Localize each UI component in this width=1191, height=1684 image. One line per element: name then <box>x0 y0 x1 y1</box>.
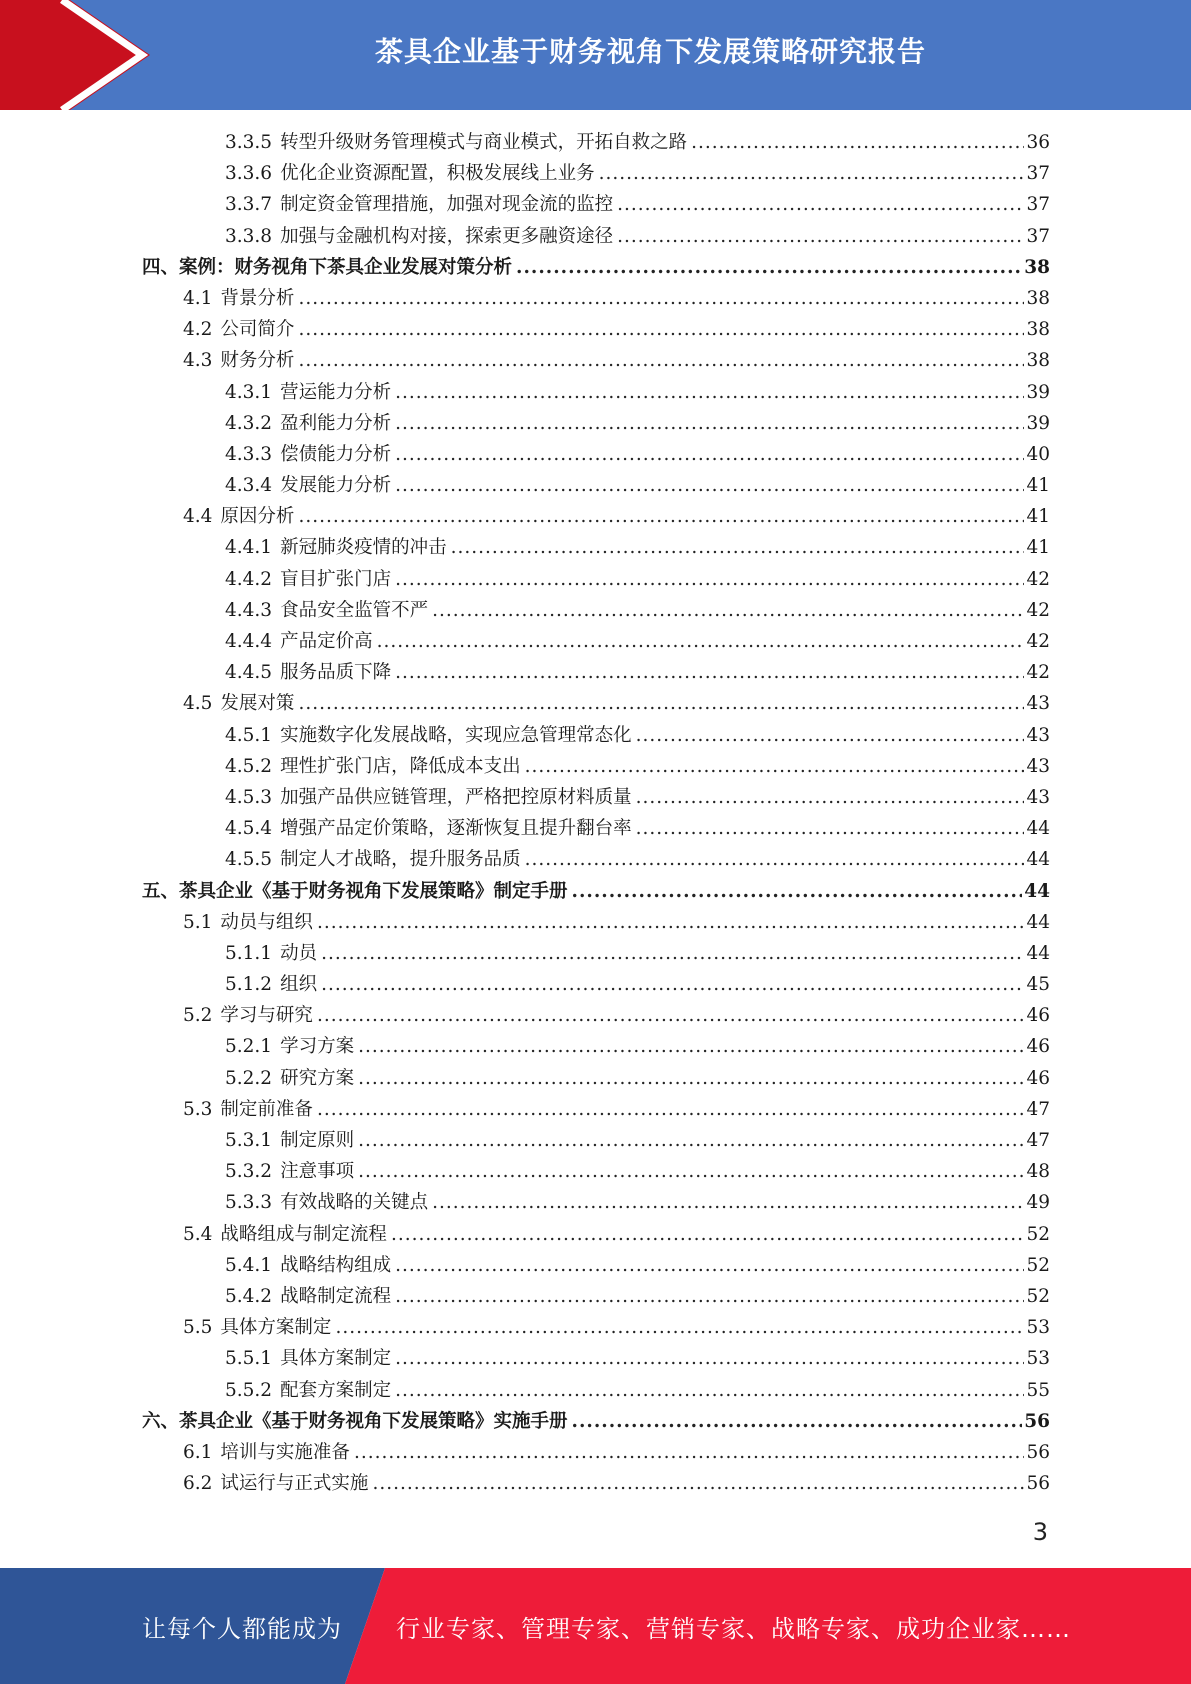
toc-entry[interactable] <box>140 782 1050 813</box>
toc-entry-title: 发展对策 <box>220 693 295 715</box>
toc-entry-title: 财务分析 <box>220 350 295 372</box>
toc-entry-title: 盲目扩张门店 <box>280 568 392 590</box>
toc-dot-leader <box>298 501 1024 532</box>
toc-entry-page: 44 <box>1024 880 1050 902</box>
toc-entry-page: 56 <box>1024 1410 1050 1432</box>
toc-entry-number: 5.1.2 <box>225 974 273 996</box>
toc-entry-title: 产品定价高 <box>280 631 373 652</box>
toc-entry-page: 37 <box>1026 163 1050 185</box>
toc-entry[interactable] <box>140 314 1050 345</box>
toc-entry-number: 5.4.1 <box>225 1254 273 1276</box>
toc-entry[interactable] <box>140 1250 1050 1281</box>
toc-dot-leader <box>298 688 1024 719</box>
toc-entry-title: 具体方案制定 <box>220 1317 332 1339</box>
toc-entry-number: 3.3.5 <box>225 132 273 153</box>
toc-dot-leader <box>525 844 1025 875</box>
toc-dot-leader <box>572 876 1023 907</box>
toc-entry[interactable] <box>140 657 1050 688</box>
toc-entry[interactable] <box>140 688 1050 719</box>
toc-entry-page: 41 <box>1026 475 1050 497</box>
toc-entry-number: 4.5.3 <box>225 786 273 808</box>
toc-entry-number: 5.5.2 <box>225 1379 273 1401</box>
toc-entry-title: 制定前准备 <box>220 1098 313 1120</box>
toc-entry-number: 4.3.3 <box>225 443 273 465</box>
toc-dot-leader <box>525 751 1025 782</box>
toc-dot-leader <box>377 626 1025 657</box>
toc-dot-leader <box>432 595 1024 626</box>
toc-entry-page: 44 <box>1026 818 1050 840</box>
toc-entry-number: 5.5 <box>183 1317 213 1339</box>
toc-dot-leader <box>395 377 1024 408</box>
toc-entry-title: 战略制定流程 <box>280 1285 392 1307</box>
toc-entry-page: 47 <box>1026 1098 1050 1120</box>
toc-entry-number: 5.3.1 <box>225 1130 273 1151</box>
toc-dot-leader <box>358 1125 1024 1156</box>
toc-entry-title: 优化企业资源配置，积极发展线上业务 <box>280 163 595 185</box>
toc-entry-title: 转型升级财务管理模式与商业模式，开拓自救之路 <box>280 132 688 153</box>
toc-entry[interactable] <box>140 751 1050 782</box>
footer-slogan: 让每个人都能成为 <box>142 1614 342 1643</box>
toc-entry-number: 4.4.2 <box>225 568 273 590</box>
toc-dot-leader <box>321 938 1024 969</box>
toc-entry-number: 4.5 <box>183 693 213 715</box>
toc-entry[interactable] <box>140 626 1050 657</box>
toc-dot-leader <box>395 564 1024 595</box>
toc-entry-page: 36 <box>1026 132 1050 153</box>
toc-entry[interactable] <box>140 470 1050 501</box>
toc-entry[interactable] <box>140 1187 1050 1218</box>
table-of-contents <box>140 127 1050 1499</box>
toc-dot-leader <box>395 439 1024 470</box>
toc-entry[interactable] <box>140 720 1050 751</box>
toc-entry[interactable] <box>140 1063 1050 1094</box>
toc-entry-page: 52 <box>1026 1254 1050 1276</box>
toc-entry[interactable] <box>140 1000 1050 1031</box>
toc-entry[interactable] <box>140 1156 1050 1187</box>
toc-entry[interactable] <box>140 439 1050 470</box>
toc-dot-leader <box>617 221 1024 252</box>
toc-entry-title: 食品安全监管不严 <box>280 599 429 621</box>
toc-entry-number: 5.5.1 <box>225 1348 273 1370</box>
toc-entry[interactable] <box>140 158 1050 189</box>
toc-entry-title: 偿债能力分析 <box>280 443 392 465</box>
toc-dot-leader <box>572 1406 1023 1437</box>
toc-entry-number: 6.1 <box>183 1441 213 1463</box>
toc-entry[interactable] <box>140 1312 1050 1343</box>
toc-entry-number: 4.5.2 <box>225 755 273 777</box>
toc-entry-number: 5.2.2 <box>225 1067 273 1089</box>
toc-entry-page: 38 <box>1026 319 1050 341</box>
toc-entry-title: 理性扩张门店，降低成本支出 <box>280 755 521 777</box>
toc-entry-page: 45 <box>1026 974 1050 996</box>
toc-entry-title: 实施数字化发展战略，实现应急管理常态化 <box>280 724 632 746</box>
toc-entry[interactable] <box>140 1031 1050 1062</box>
toc-entry[interactable] <box>140 252 1050 283</box>
toc-entry[interactable] <box>140 189 1050 220</box>
toc-entry-title: 五、茶具企业《基于财务视角下发展策略》制定手册 <box>142 880 568 902</box>
toc-entry-page: 44 <box>1026 911 1050 933</box>
toc-entry[interactable] <box>140 127 1050 158</box>
toc-entry[interactable] <box>140 377 1050 408</box>
toc-dot-leader <box>617 189 1024 220</box>
toc-entry-page: 47 <box>1026 1130 1050 1151</box>
toc-entry-page: 49 <box>1026 1192 1050 1214</box>
toc-dot-leader <box>317 1000 1025 1031</box>
toc-entry[interactable] <box>140 1406 1050 1437</box>
toc-entry-title: 制定资金管理措施，加强对现金流的监控 <box>280 194 614 216</box>
toc-entry-title: 注意事项 <box>280 1161 355 1183</box>
toc-entry-page: 46 <box>1026 1036 1050 1058</box>
toc-entry-title: 学习方案 <box>280 1036 355 1058</box>
toc-entry-title: 学习与研究 <box>220 1005 313 1027</box>
toc-entry-page: 41 <box>1026 506 1050 528</box>
toc-dot-leader <box>358 1031 1024 1062</box>
toc-entry-number: 4.5.1 <box>225 724 273 746</box>
toc-entry-title: 新冠肺炎疫情的冲击 <box>280 537 447 559</box>
toc-entry-number: 4.3.2 <box>225 412 273 434</box>
toc-entry[interactable] <box>140 501 1050 532</box>
toc-entry-title: 研究方案 <box>280 1067 355 1089</box>
toc-entry-title: 具体方案制定 <box>280 1348 392 1370</box>
toc-entry[interactable] <box>140 813 1050 844</box>
toc-entry-title: 原因分析 <box>220 506 295 528</box>
toc-entry[interactable] <box>140 1219 1050 1250</box>
toc-entry-title: 制定人才战略，提升服务品质 <box>280 849 521 871</box>
toc-entry-number: 6.2 <box>183 1473 213 1495</box>
toc-entry-page: 43 <box>1026 786 1050 808</box>
toc-entry-page: 37 <box>1026 225 1050 247</box>
toc-entry[interactable] <box>140 221 1050 252</box>
toc-entry-number: 5.4.2 <box>225 1285 273 1307</box>
toc-entry[interactable] <box>140 345 1050 376</box>
toc-entry-number: 4.4.3 <box>225 599 273 621</box>
toc-entry-page: 39 <box>1026 381 1050 403</box>
toc-entry-page: 53 <box>1026 1317 1050 1339</box>
toc-entry-title: 培训与实施准备 <box>220 1441 350 1463</box>
toc-entry-title: 组织 <box>280 974 318 996</box>
toc-entry-number: 4.4.1 <box>225 537 273 559</box>
header-chevron-icon <box>0 0 150 110</box>
toc-entry-number: 4.3.4 <box>225 475 273 497</box>
toc-dot-leader <box>599 158 1025 189</box>
toc-entry[interactable] <box>140 564 1050 595</box>
toc-entry-number: 4.5.4 <box>225 818 273 840</box>
toc-entry[interactable] <box>140 844 1050 875</box>
toc-entry-title: 四、案例：财务视角下茶具企业发展对策分析 <box>142 256 513 278</box>
toc-entry-page: 39 <box>1026 412 1050 434</box>
toc-dot-leader <box>636 813 1025 844</box>
toc-entry-number: 5.3.3 <box>225 1192 273 1214</box>
toc-entry-number: 4.2 <box>183 319 213 341</box>
toc-entry-page: 56 <box>1026 1473 1050 1495</box>
toc-entry[interactable] <box>140 283 1050 314</box>
toc-entry-number: 4.4.4 <box>225 631 273 652</box>
toc-entry-page: 43 <box>1026 755 1050 777</box>
toc-entry-page: 53 <box>1026 1348 1050 1370</box>
toc-entry-number: 4.1 <box>183 287 213 309</box>
toc-entry-page: 38 <box>1026 350 1050 372</box>
toc-entry-page: 42 <box>1026 599 1050 621</box>
toc-entry-number: 3.3.7 <box>225 194 273 216</box>
toc-dot-leader <box>298 283 1024 314</box>
toc-entry[interactable] <box>140 1375 1050 1406</box>
toc-entry-page: 52 <box>1026 1223 1050 1245</box>
toc-entry-number: 5.1 <box>183 911 213 933</box>
toc-dot-leader <box>298 314 1024 345</box>
toc-dot-leader <box>636 782 1025 813</box>
toc-entry-page: 55 <box>1026 1379 1050 1401</box>
toc-entry-page: 46 <box>1026 1067 1050 1089</box>
toc-dot-leader <box>395 1343 1024 1374</box>
toc-entry-number: 4.5.5 <box>225 849 273 871</box>
toc-entry[interactable] <box>140 408 1050 439</box>
toc-dot-leader <box>691 127 1024 158</box>
toc-entry-page: 42 <box>1026 631 1050 652</box>
toc-dot-leader <box>317 1094 1025 1125</box>
toc-entry-number: 5.3.2 <box>225 1161 273 1183</box>
toc-entry-page: 42 <box>1026 662 1050 684</box>
toc-entry-number: 4.4 <box>183 506 213 528</box>
toc-entry-number: 5.2 <box>183 1005 213 1027</box>
toc-dot-leader <box>298 345 1024 376</box>
toc-entry-title: 发展能力分析 <box>280 475 392 497</box>
document-title: 茶具企业基于财务视角下发展策略研究报告 <box>374 35 926 68</box>
toc-entry-number: 5.1.1 <box>225 942 273 964</box>
toc-entry-title: 营运能力分析 <box>280 381 392 403</box>
toc-dot-leader <box>395 470 1024 501</box>
toc-entry[interactable] <box>140 1468 1050 1499</box>
toc-entry-page: 44 <box>1026 849 1050 871</box>
toc-entry[interactable] <box>140 595 1050 626</box>
toc-entry-title: 动员 <box>280 942 318 964</box>
toc-entry-title: 有效战略的关键点 <box>280 1192 429 1214</box>
toc-entry-title: 动员与组织 <box>220 911 313 933</box>
toc-entry-page: 42 <box>1026 568 1050 590</box>
toc-entry-title: 战略结构组成 <box>280 1254 392 1276</box>
toc-entry-number: 5.2.1 <box>225 1036 273 1058</box>
toc-dot-leader <box>395 408 1024 439</box>
toc-entry[interactable] <box>140 969 1050 1000</box>
toc-entry-title: 盈利能力分析 <box>280 412 392 434</box>
toc-entry-page: 48 <box>1026 1161 1050 1183</box>
toc-dot-leader <box>372 1468 1024 1499</box>
toc-entry-page: 43 <box>1026 693 1050 715</box>
toc-entry[interactable] <box>140 1343 1050 1374</box>
toc-dot-leader <box>432 1187 1024 1218</box>
toc-entry[interactable] <box>140 938 1050 969</box>
toc-dot-leader <box>358 1063 1024 1094</box>
toc-entry-title: 公司简介 <box>220 319 295 341</box>
toc-entry-title: 服务品质下降 <box>280 662 392 684</box>
toc-entry-page: 38 <box>1026 287 1050 309</box>
toc-entry-page: 52 <box>1026 1285 1050 1307</box>
toc-dot-leader <box>636 720 1025 751</box>
toc-entry[interactable] <box>140 532 1050 563</box>
toc-dot-leader <box>516 252 1022 283</box>
toc-entry-page: 44 <box>1026 942 1050 964</box>
toc-entry[interactable] <box>140 1281 1050 1312</box>
footer-expert-list: 行业专家、管理专家、营销专家、战略专家、成功企业家…… <box>396 1614 1071 1643</box>
toc-entry-number: 4.4.5 <box>225 662 273 684</box>
toc-entry-page: 56 <box>1026 1441 1050 1463</box>
toc-entry-page: 41 <box>1026 537 1050 559</box>
toc-entry-page: 37 <box>1026 194 1050 216</box>
toc-dot-leader <box>395 657 1024 688</box>
toc-dot-leader <box>321 969 1024 1000</box>
toc-entry-page: 46 <box>1026 1005 1050 1027</box>
page-footer <box>0 1568 1191 1684</box>
toc-dot-leader <box>395 1375 1024 1406</box>
toc-entry[interactable] <box>140 1094 1050 1125</box>
toc-entry-title: 加强与金融机构对接，探索更多融资途径 <box>280 225 614 247</box>
toc-entry-title: 战略组成与制定流程 <box>220 1223 387 1245</box>
toc-entry-title: 配套方案制定 <box>280 1379 392 1401</box>
toc-entry-title: 加强产品供应链管理，严格把控原材料质量 <box>280 786 632 808</box>
toc-entry-page: 43 <box>1026 724 1050 746</box>
toc-entry-number: 5.4 <box>183 1223 213 1245</box>
toc-dot-leader <box>395 1281 1024 1312</box>
toc-entry-number: 4.3 <box>183 350 213 372</box>
toc-entry[interactable] <box>140 1437 1050 1468</box>
toc-dot-leader <box>391 1219 1025 1250</box>
toc-dot-leader <box>395 1250 1024 1281</box>
toc-dot-leader <box>335 1312 1024 1343</box>
toc-dot-leader <box>317 907 1025 938</box>
toc-entry-page: 40 <box>1026 443 1050 465</box>
toc-entry-title: 增强产品定价策略，逐渐恢复且提升翻台率 <box>280 818 632 840</box>
toc-entry[interactable] <box>140 1125 1050 1156</box>
toc-entry[interactable] <box>140 907 1050 938</box>
toc-entry-number: 4.3.1 <box>225 381 273 403</box>
toc-dot-leader <box>451 532 1025 563</box>
toc-entry-title: 试运行与正式实施 <box>220 1473 369 1495</box>
page-number: 3 <box>1032 1518 1048 1546</box>
toc-entry-title: 制定原则 <box>280 1130 355 1151</box>
toc-dot-leader <box>354 1437 1025 1468</box>
toc-entry-title: 背景分析 <box>220 287 295 309</box>
toc-entry-number: 3.3.6 <box>225 163 273 185</box>
toc-dot-leader <box>358 1156 1024 1187</box>
toc-entry-number: 5.3 <box>183 1098 213 1120</box>
toc-entry-page: 38 <box>1024 256 1050 278</box>
toc-entry-title: 六、茶具企业《基于财务视角下发展策略》实施手册 <box>142 1410 568 1432</box>
toc-entry[interactable] <box>140 876 1050 907</box>
page-header <box>0 0 1191 110</box>
toc-entry-number: 3.3.8 <box>225 225 273 247</box>
